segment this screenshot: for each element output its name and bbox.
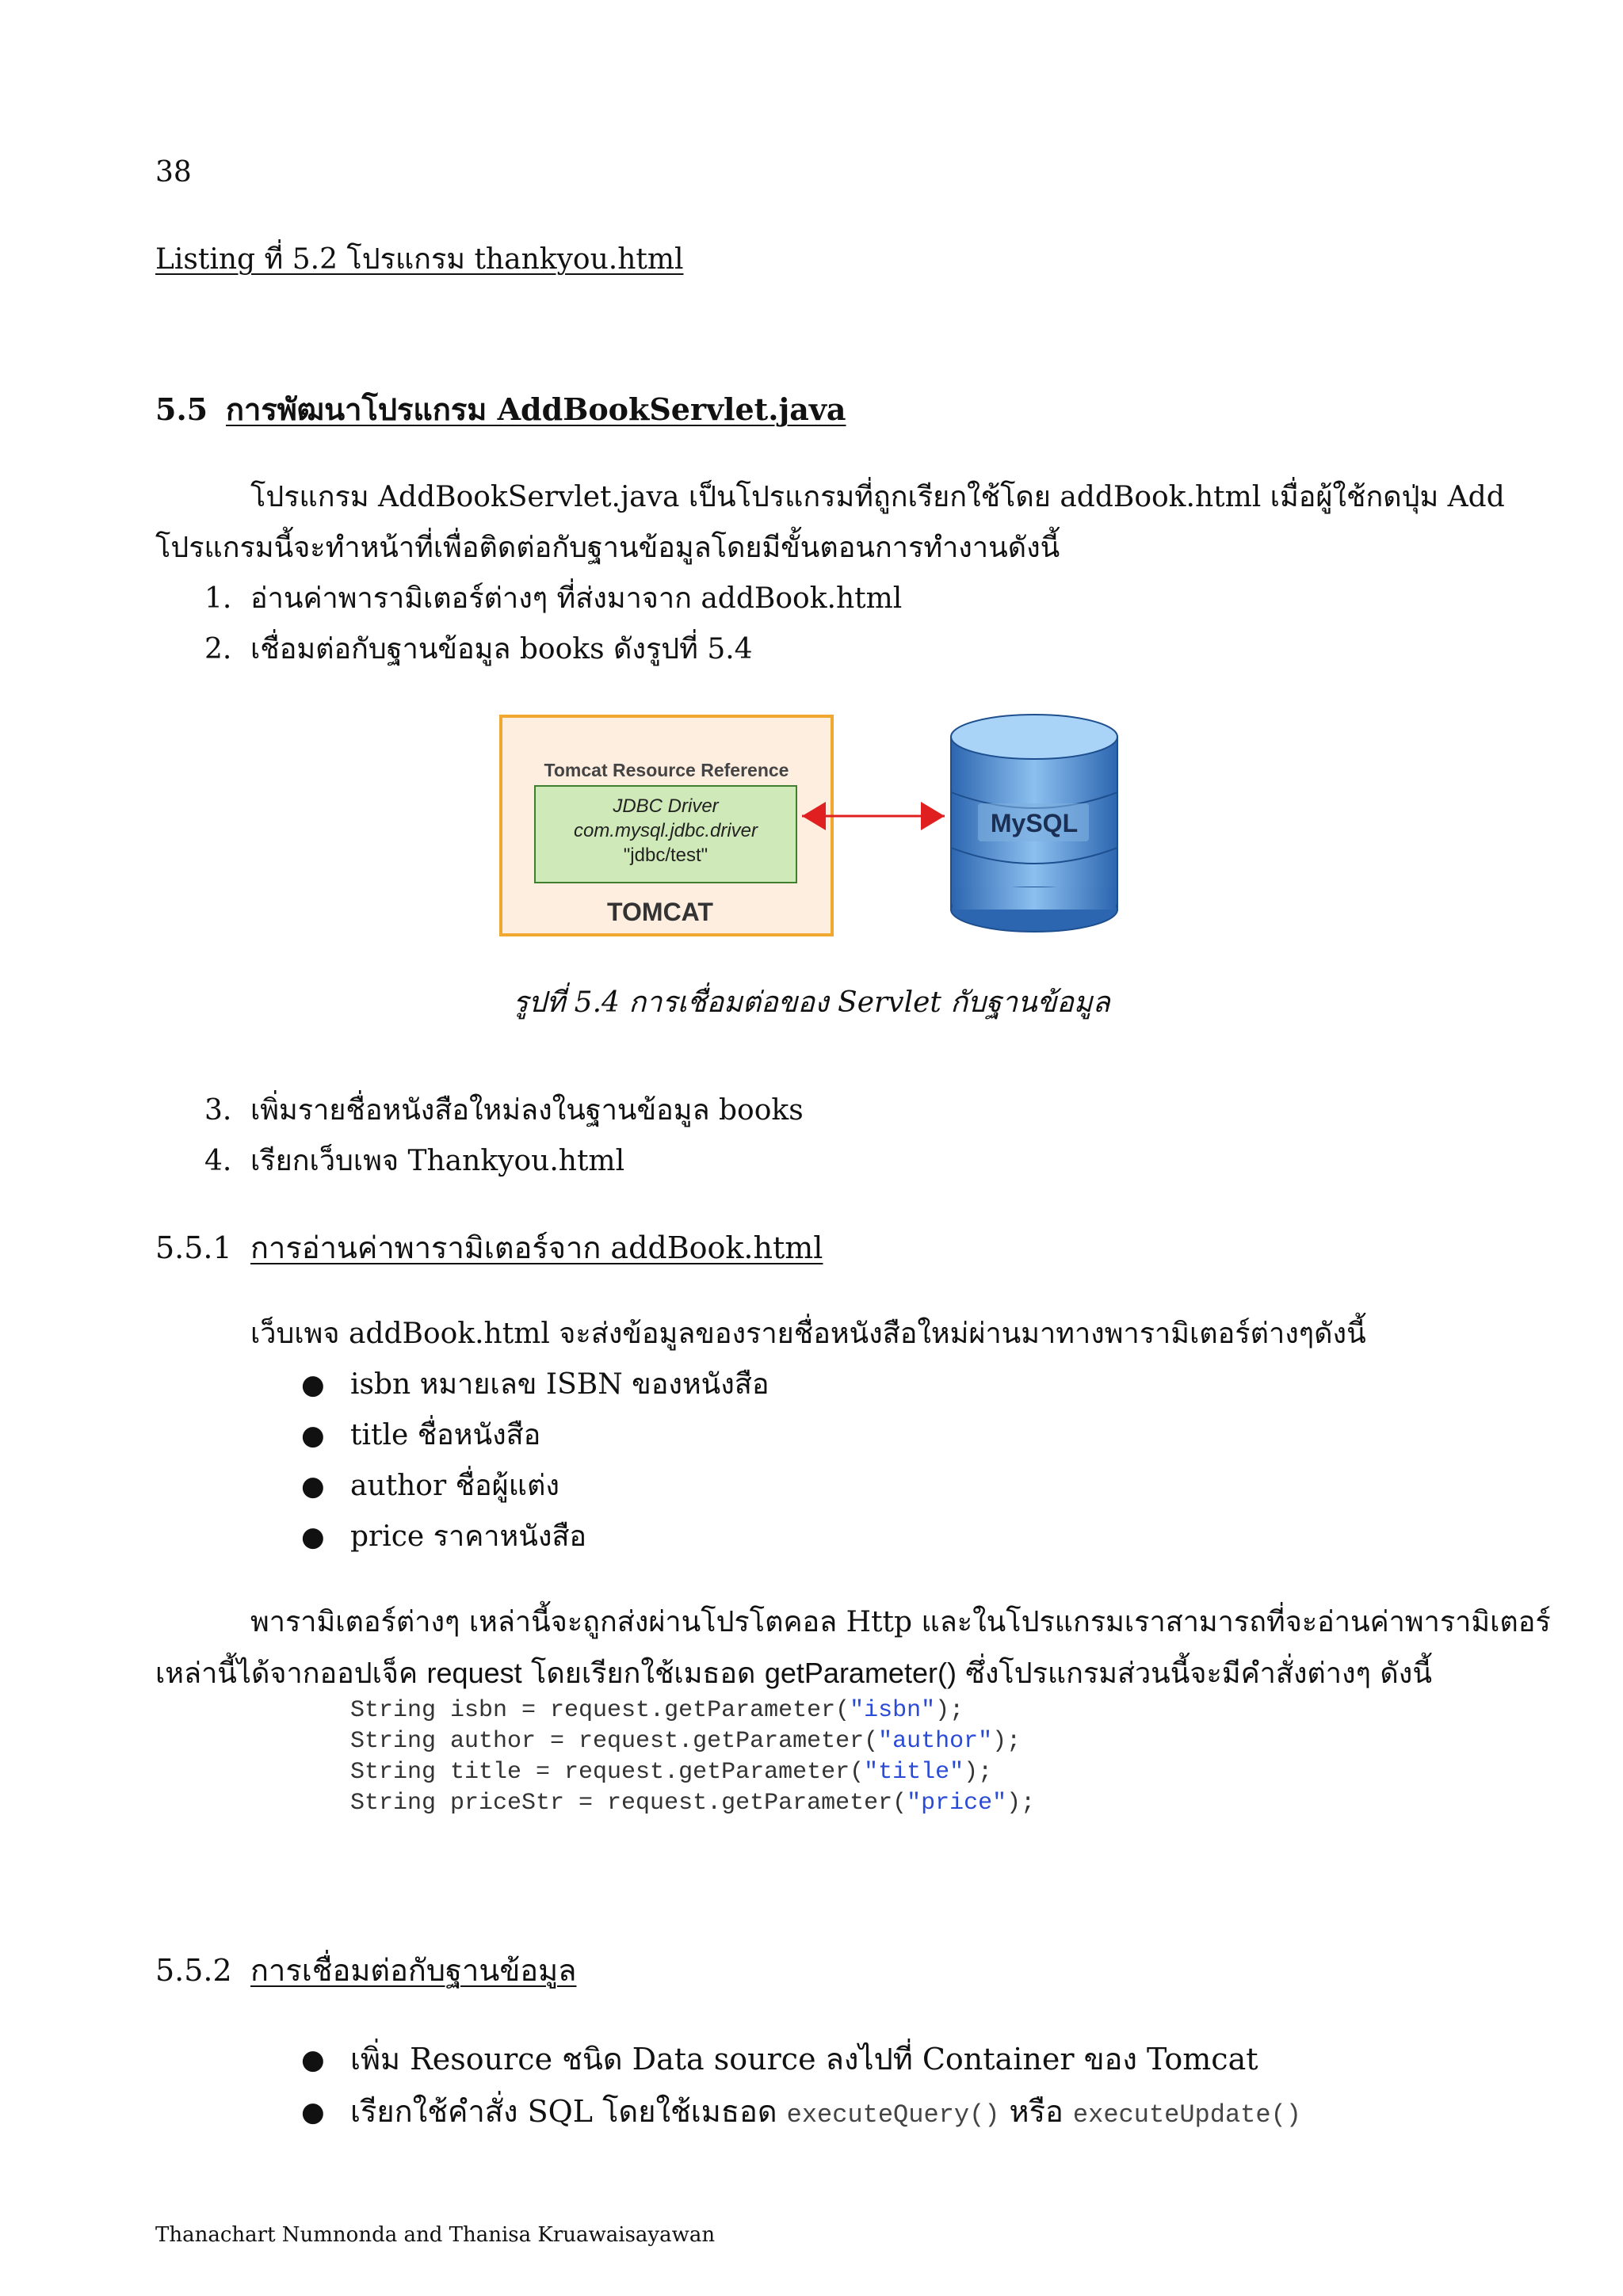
bullet-dot: ● <box>301 1420 325 1451</box>
tomcat-resource-heading: Tomcat Resource Reference <box>544 760 789 780</box>
driver-line2: com.mysql.jdbc.driver <box>573 820 758 841</box>
code-line: String priceStr = request.getParameter("price"); <box>350 1790 1036 1817</box>
bullet-dot: ● <box>301 1521 325 1553</box>
step-number: 4. <box>204 1145 232 1177</box>
section-5-5-1-intro: เว็บเพจ addBook.html จะส่งข้อมูลของรายชื่อหนังสือใหม่ผ่านมาทางพารามิเตอร์ต่างๆดังนี้ <box>250 1318 1366 1350</box>
bullet-dot: ● <box>301 1470 325 1502</box>
step-text: เชื่อมต่อกับฐานข้อมูล books ดังรูปที่ 5.4 <box>250 633 753 666</box>
tomcat-label: TOMCAT <box>607 898 713 926</box>
bullet-dot: ● <box>301 2096 325 2128</box>
section-5-5-title: การพัฒนาโปรแกรม AddBookServlet.java <box>226 391 846 427</box>
step-number: 3. <box>204 1094 232 1127</box>
bullet-text: title ชื่อหนังสือ <box>350 1419 541 1451</box>
code-line: String isbn = request.getParameter("isbn"); <box>350 1697 964 1724</box>
section-5-5-2-title: การเชื่อมต่อกับฐานข้อมูล <box>250 1953 577 1988</box>
bullet-dot: ● <box>301 1369 325 1401</box>
mysql-label: MySQL <box>990 809 1079 837</box>
code-line: String title = request.getParameter("title"); <box>350 1759 993 1786</box>
step-number: 2. <box>204 633 232 666</box>
section-5-5-1-number: 5.5.1 <box>155 1230 232 1265</box>
step-number: 1. <box>204 582 232 615</box>
section-5-5-1-para-line1: พารามิเตอร์ต่างๆ เหล่านี้จะถูกส่งผ่านโปรโตคอล Http และในโปรแกรมเราสามารถที่จะอ่านค่าพารามิเตอร์ <box>250 1606 1551 1638</box>
footer-authors: Thanachart Numnonda and Thanisa Kruawaisayawan <box>155 2223 716 2247</box>
inline-code-request: request <box>426 1657 522 1689</box>
section-5-5-2-bullet2: เรียกใช้คำสั่ง SQL โดยใช้เมธอด executeQuery() หรือ executeUpdate() <box>350 2094 1301 2130</box>
section-5-5-2-number: 5.5.2 <box>155 1953 232 1988</box>
listing-caption: Listing ที่ 5.2 โปรแกรม thankyou.html <box>155 243 684 276</box>
figure-5-4-diagram <box>491 705 1141 951</box>
section-5-5-2-bullet1: เพิ่ม Resource ชนิด Data source ลงไปที่ Container ของ Tomcat <box>350 2042 1258 2077</box>
figure-caption: รูปที่ 5.4 การเชื่อมต่อของ Servlet กับฐานข้อมูล <box>513 986 1110 1019</box>
code-block <box>350 1695 1035 1819</box>
para-text: เหล่านี้ได้จากออปเจ็ค <box>155 1657 427 1690</box>
section-5-5-para-line1: โปรแกรม AddBookServlet.java เป็นโปรแกรมที่ถูกเรียกใช้โดย addBook.html เมื่อผู้ใช้กดปุ่ม Add <box>250 481 1505 513</box>
inline-code-executeupdate: executeUpdate() <box>1072 2100 1301 2130</box>
bullet-dot: ● <box>301 2044 325 2076</box>
inline-code-getparameter: getParameter() <box>764 1657 957 1689</box>
bullet-text: isbn หมายเลข ISBN ของหนังสือ <box>350 1368 769 1401</box>
section-5-5-para-line2: โปรแกรมนี้จะทำหน้าที่เพื่อติดต่อกับฐานข้อมูลโดยมีขั้นตอนการทำงานดังนี้ <box>155 532 1060 564</box>
section-5-5-1-title: การอ่านค่าพารามิเตอร์จาก addBook.html <box>250 1230 823 1265</box>
inline-code-executequery: executeQuery() <box>786 2100 1000 2130</box>
bullet-text: price ราคาหนังสือ <box>350 1520 587 1553</box>
step-text: อ่านค่าพารามิเตอร์ต่างๆ ที่ส่งมาจาก addBook.html <box>250 582 903 615</box>
para-text: ซึ่งโปรแกรมส่วนนี้จะมีคำสั่งต่างๆ ดังนี้ <box>956 1657 1432 1690</box>
step-text: เรียกเว็บเพจ Thankyou.html <box>250 1145 625 1177</box>
driver-line1: JDBC Driver <box>613 795 719 817</box>
section-5-5-1-para-line2 <box>155 1654 1432 1693</box>
section-5-5-number: 5.5 <box>155 391 208 427</box>
code-line: String author = request.getParameter("author"); <box>350 1728 1022 1755</box>
step-text: เพิ่มรายชื่อหนังสือใหม่ลงในฐานข้อมูล books <box>250 1094 804 1127</box>
para-text: โดยเรียกใช้เมธอด <box>521 1657 765 1690</box>
page-number: 38 <box>155 156 192 189</box>
driver-line3: "jdbc/test" <box>623 845 708 866</box>
bullet-text: author ชื่อผู้แต่ง <box>350 1470 559 1502</box>
